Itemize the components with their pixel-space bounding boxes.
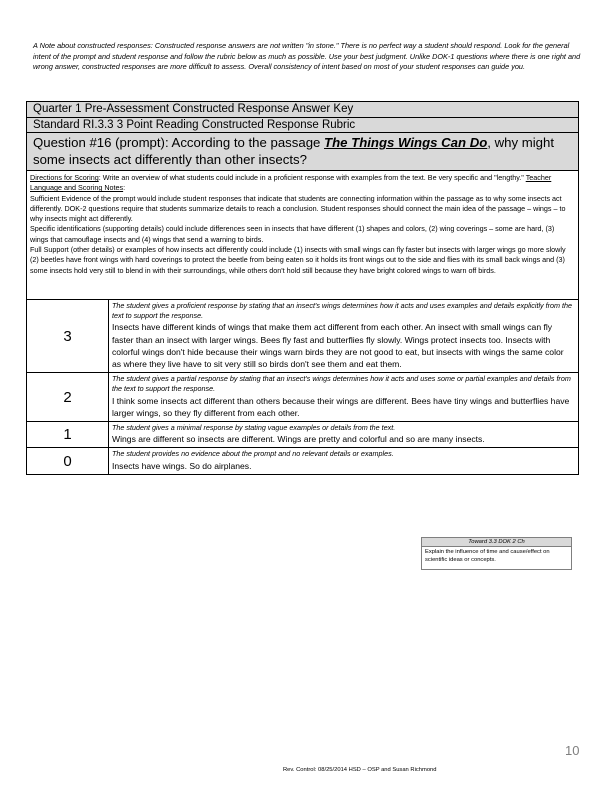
dok-heading: Toward 3.3 DOK 2 Ch [422, 538, 571, 547]
question-suffix: , why might some insects act differently than other insects? [33, 135, 554, 167]
sample-answer: I think some insects act different than others because their wings are different. Bees have tiny wings and butterflies have larger wings, so they fly different from each other. [112, 395, 570, 418]
score-response [109, 448, 579, 474]
standard-title: Standard RI.3.3 3 Point Reading Constructed Response Rubric [27, 118, 579, 133]
sample-answer: Insects have different kinds of wings that make them act different from each other. An insect with small wings can fly faster than an insect with larger wings. Bees fly fast and butterflies fly slowly. Wings protect insects too. Insects with colorful wings don't hide because their wings warn birds they are not good to eat, but insects with wings the same color as where they live have to sit very still so birds don't see them and eat them. [112, 322, 564, 370]
page-number: 10 [565, 743, 580, 758]
score-criteria: The student provides no evidence about the prompt and no relevant details or examples. [112, 449, 394, 459]
dok-description: Explain the influence of time and cause/effect on scientific ideas or concepts. [425, 549, 550, 563]
passage-title: The Things Wings Can Do [324, 135, 488, 150]
header-row-question [27, 133, 579, 171]
question-prefix: Question #16 (prompt): According to the passage [33, 135, 325, 150]
score-criteria: The student gives a minimal response by stating vague examples or details from the text. [112, 423, 396, 433]
specific-identifications: Specific identifications (supporting details) could include differences seen in insects that have different (1) shapes and colors, (2) wing coverings – some are hard, (3) wings that camouflage insects and (4) wings that send a warning to birds. [30, 224, 555, 244]
sample-answer: Wings are different so insects are different. Wings are pretty and colorful and so are many insects. [112, 434, 485, 445]
score-row [27, 373, 579, 422]
score-value: 0 [27, 448, 109, 474]
notes-label: Teacher Language and Scoring Notes [30, 173, 552, 193]
header-row-title [27, 102, 579, 118]
directions-text: : Write an overview of what students could include in a proficient response with examples from the text. Be very specific and "lengthy." [98, 173, 526, 182]
rubric-table [26, 101, 579, 475]
score-criteria: The student gives a proficient response by stating that an insect's wings determines how it acts and uses examples and details explicitly from the text to support the response. [112, 301, 573, 321]
score-response [109, 422, 579, 448]
answer-key-title: Quarter 1 Pre-Assessment Constructed Response Answer Key [27, 102, 579, 118]
directions-row [27, 171, 579, 300]
score-row [27, 300, 579, 373]
score-criteria: The student gives a partial response by stating that an insect's wings determines how it acts and uses some or partial examples and details from the text to support the response. [112, 374, 571, 394]
score-value: 1 [27, 422, 109, 448]
intro-note: A Note about constructed responses: Constructed response answers are not written "in stone." There is no perfect way a student should respond. Look for the general intent of the prompt and student response and follow the rubric below as much as possible. Use your best judgment. Unlike DOK-1 questions where there is one right and wrong answer, constructed responses are more difficult to assess. Overall consistency of intent based on most of your student responses can guide you. [33, 41, 581, 72]
score-value: 3 [27, 300, 109, 373]
directions-label: Directions for Scoring [30, 173, 99, 182]
notes-colon: : [123, 183, 126, 193]
dok-standard-box [421, 537, 572, 570]
score-row [27, 422, 579, 448]
header-row-standard [27, 118, 579, 133]
full-support: Full Support (other details) or examples of how insects act differently could include (1) insects with small wings can fly faster but insects with larger wings go more slowly (2) beetles have front wings with hard coverings to protect the beetle from being eaten so it holds its front wings out to the side and flies with its small back wings and (3) some insects hold very still to blend in with their surroundings, while others don't hold still because they have bright colored wings to warn off birds. [30, 245, 566, 275]
revision-footer: Rev. Control: 08/25/2014 HSD – OSP and Susan Richmond [283, 767, 437, 773]
score-row [27, 448, 579, 474]
score-value: 2 [27, 373, 109, 422]
sample-answer: Insects have wings. So do airplanes. [112, 460, 252, 471]
score-response [109, 300, 579, 373]
question-prompt [27, 133, 579, 171]
scoring-directions [27, 171, 579, 300]
sufficient-evidence: Sufficient Evidence of the prompt would include student responses that indicate that students are connecting information within the passage as to why some insects act differently. DOK-2 questions require that students summarize details to reach a conclusion. Student responses should connect the main idea of the passage – wings – to why insects might act differently. [30, 193, 566, 224]
score-response [109, 373, 579, 422]
